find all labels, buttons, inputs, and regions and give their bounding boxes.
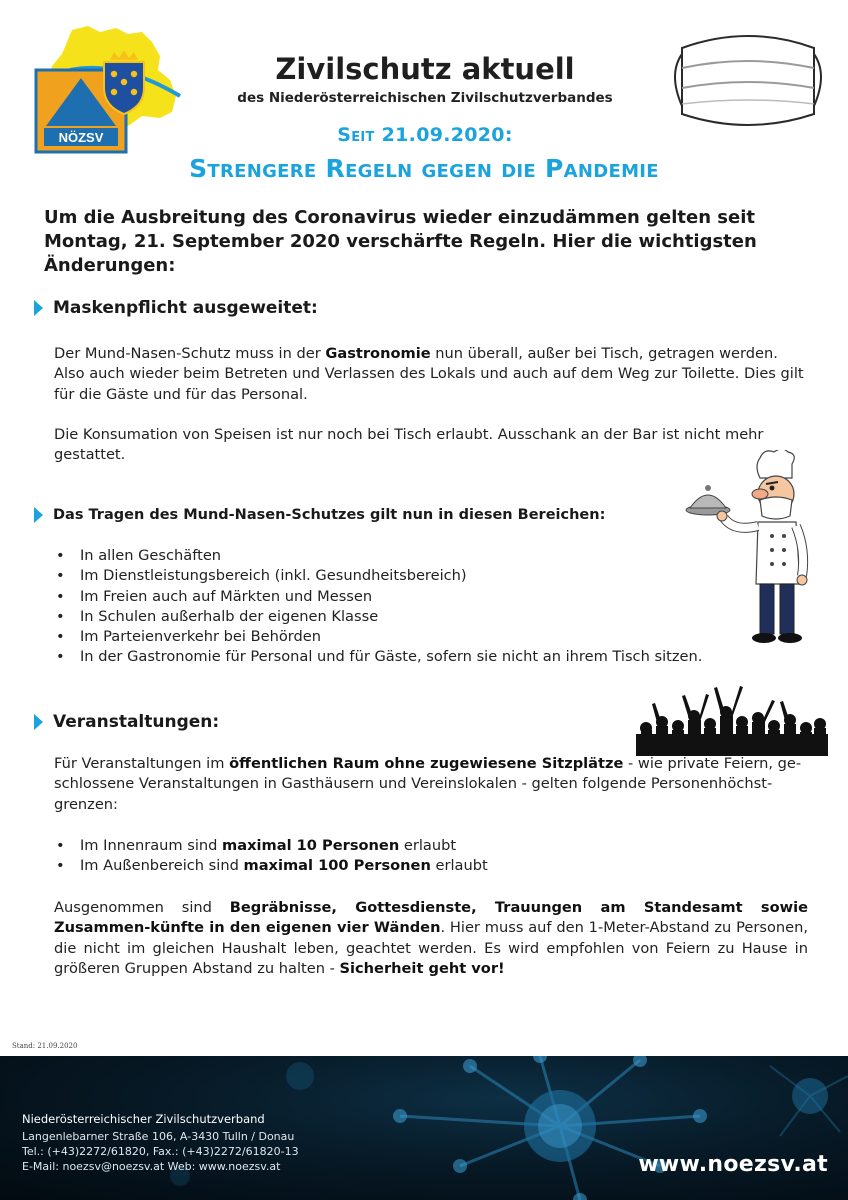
text-run: erlaubt (399, 837, 457, 854)
page-title: Zivilschutz aktuell (275, 52, 575, 86)
section-masks-paragraph-1 (54, 344, 808, 405)
headline: Strengere Regeln gegen die Pandemie (189, 154, 659, 183)
text-run: Im Innenraum sind (80, 837, 223, 854)
text-run: Für Veranstaltungen im (54, 755, 230, 772)
list-item: • Im Freien auch auf Märkten und Messen (54, 587, 814, 607)
list-item: • Im Dienstleistungsbereich (inkl. Gesundheitsbereich) (54, 566, 814, 586)
section-areas-title: Das Tragen des Mund-Nasen-Schutzes gilt nun in diesen Bereichen: (53, 507, 606, 523)
effective-date-heading: Seit 21.09.2020: (337, 124, 513, 146)
stand-date: Stand: 21.09.2020 (12, 1042, 78, 1050)
section-masks-title: Maskenpflicht ausgeweitet: (53, 298, 318, 318)
triangle-bullet-icon (34, 714, 43, 730)
list-item: • In der Gastronomie für Personal und für Gäste, sofern sie nicht an ihrem Tisch sitzen. (54, 647, 814, 667)
text-run: Im Außenbereich sind (80, 857, 244, 875)
footer-email: E-Mail: noezsv@noezsv.at Web: www.noezsv.at (22, 1160, 281, 1173)
triangle-bullet-icon (34, 507, 43, 523)
chef-illustration (684, 450, 814, 650)
logo-text: NÖZSV (58, 130, 104, 145)
face-mask-icon (668, 14, 828, 138)
text-run: nun überall, außer bei Tisch, getragen werden. Also auch wieder beim Betreten und Verlassen des Lokals und auch auf dem Weg zur Toilette. Dies gilt für die Gäste und für das Personal. (54, 345, 804, 403)
text-run: Ausgenommen sind (54, 899, 230, 916)
footer-website-link[interactable]: www.noezsv.at (638, 1152, 828, 1177)
text-run: erlaubt (430, 857, 488, 875)
list-item: • Im Parteienverkehr bei Behörden (54, 627, 814, 647)
section-areas-heading (0, 507, 605, 523)
footer-address: Langenlebarner Straße 106, A-3430 Tulln / Donau (22, 1130, 295, 1143)
bold-run: maximal 100 Personen (243, 857, 431, 875)
virus-background-graphic (0, 1056, 848, 1200)
intro-text: Um die Ausbreitung des Coronavirus wieder einzudämmen gelten seit Montag, 21. September 2020 verschärfte Regeln. Hier die wichtigsten Änderungen: (44, 207, 757, 276)
list-item (54, 836, 814, 856)
section-events-paragraph-2 (54, 898, 808, 980)
section-masks-paragraph-2: Die Konsumation von Speisen ist nur noch bei Tisch erlaubt. Ausschank an der Bar ist nicht mehr gestattet. (54, 426, 764, 464)
bold-run: Gastronomie (325, 345, 431, 362)
bold-run: maximal 10 Personen (222, 837, 400, 854)
footer-phone: Tel.: (+43)2272/61820, Fax.: (+43)2272/61820-13 (22, 1145, 299, 1158)
section-events-paragraph-1 (54, 754, 806, 815)
text-run: - wie private Feiern, ge-schlossene Veranstaltungen in Gasthäusern und Vereinslokalen - gelten folgende Personenhöchst-grenzen: (54, 755, 802, 813)
list-item: • In allen Geschäften (54, 546, 814, 566)
footer (0, 1056, 848, 1200)
triangle-bullet-icon (34, 300, 43, 316)
section-events-title: Veranstaltungen: (53, 712, 220, 732)
section-events-heading (0, 712, 219, 732)
list-item: • In Schulen außerhalb der eigenen Klasse (54, 607, 814, 627)
text-run: Der Mund-Nasen-Schutz muss in der (54, 345, 326, 362)
page-subtitle: des Niederösterreichischen Zivilschutzverbandes (237, 90, 613, 106)
section-masks-heading (0, 298, 318, 318)
list-item (54, 856, 814, 876)
bold-run: Begräbnisse, Gottesdienste, Trauungen am Standesamt sowie Zusammen-künfte in den eigenen vier Wänden (54, 899, 808, 937)
crowd-silhouette-icon (636, 682, 828, 756)
bold-run: öffentlichen Raum ohne zugewiesene Sitzplätze (229, 755, 624, 772)
bold-run: Sicherheit geht vor! (339, 960, 505, 978)
limits-list (54, 836, 814, 877)
footer-org-name: Niederösterreichischer Zivilschutzverband (22, 1112, 265, 1126)
text-run: . Hier muss auf den 1-Meter-Abstand zu Personen, die nicht im gleichen Haushalt leben, geachtet werden. Es wird empfohlen von Feiern zu Hause in größeren Gruppen Abstand zu halten - (54, 919, 808, 978)
